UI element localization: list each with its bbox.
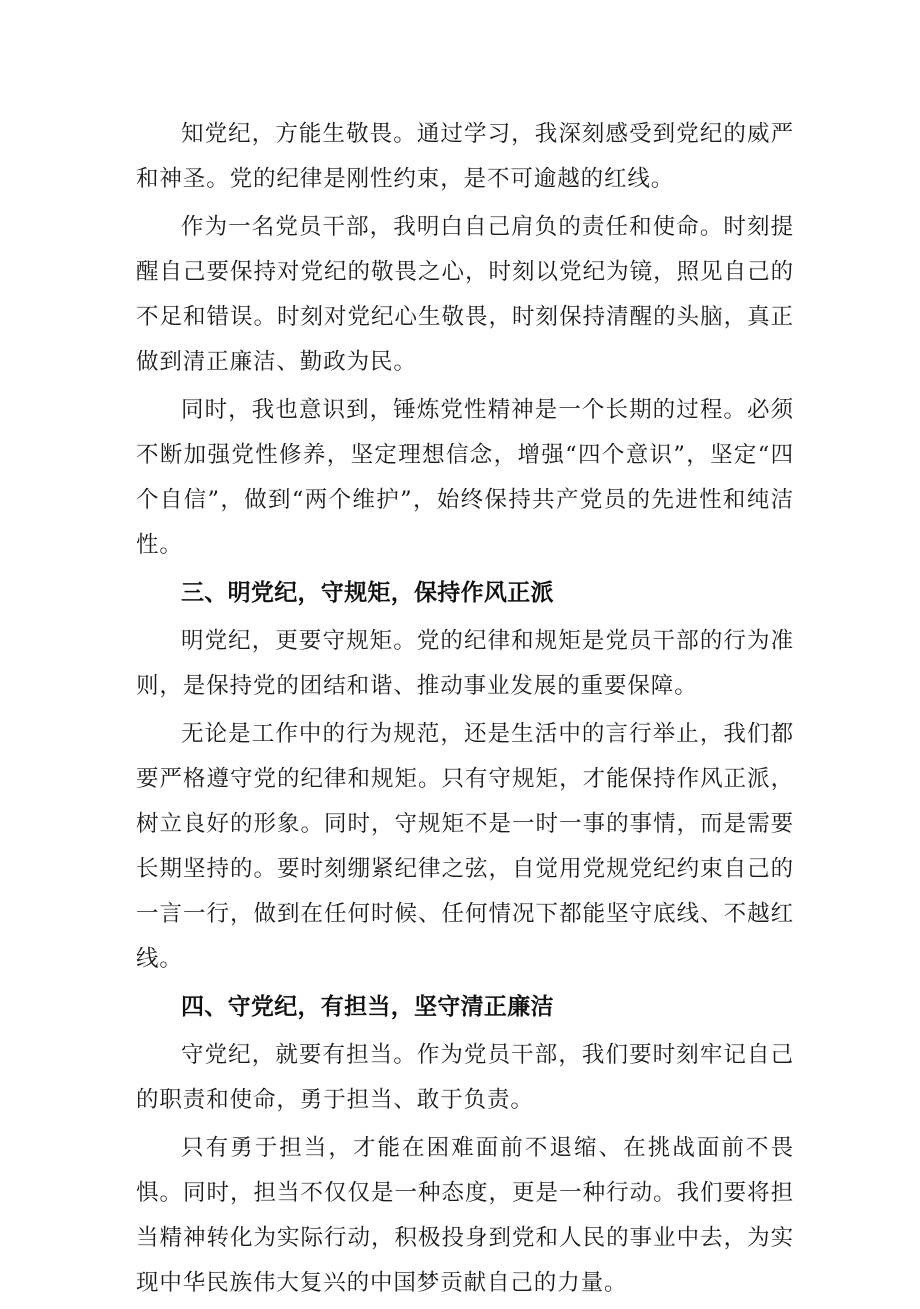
paragraph-6: 守党纪，就要有担当。作为党员干部，我们要时刻牢记自己的职责和使命，勇于担当、敢于负责。 xyxy=(136,1042,794,1113)
paragraph-5: 无论是工作中的行为规范，还是生活中的言行举止，我们都要严格遵守党的纪律和规矩。只有守规矩，才能保持作风正派，树立良好的形象。同时，守规矩不是一时一事的事情，而是需要长期坚持的。要时刻绷紧纪律之弦，自觉用党规党纪约束自己的一言一行，做到在任何时候、任何情况下都能坚守底线、不越红线。 xyxy=(136,721,794,972)
paragraph-7: 只有勇于担当，才能在困难面前不退缩、在挑战面前不畏惧。同时，担当不仅仅是一种态度，更是一种行动。我们要将担当精神转化为实际行动，积极投身到党和人民的事业中去，为实现中华民族伟大复兴的中国梦贡献自己的力量。 xyxy=(136,1135,794,1296)
paragraph-1: 知党纪，方能生敬畏。通过学习，我深刻感受到党纪的威严和神圣。党的纪律是刚性约束，是不可逾越的红线。 xyxy=(136,121,794,192)
paragraph-4: 明党纪，更要守规矩。党的纪律和规矩是党员干部的行为准则，是保持党的团结和谐、推动事业发展的重要保障。 xyxy=(136,628,794,699)
section-heading-3: 三、明党纪，守规矩，保持作风正派 xyxy=(181,580,554,606)
paragraph-3: 同时，我也意识到，锤炼党性精神是一个长期的过程。必须不断加强党性修养，坚定理想信念，增强“四个意识”，坚定“四个自信”，做到“两个维护”，始终保持共产党员的先进性和纯洁性。 xyxy=(136,397,794,558)
section-heading-4: 四、守党纪，有担当，坚守清正廉洁 xyxy=(181,994,554,1020)
document-page xyxy=(136,112,794,1309)
paragraph-2: 作为一名党员干部，我明白自己肩负的责任和使命。时刻提醒自己要保持对党纪的敬畏之心，时刻以党纪为镜，照见自己的不足和错误。时刻对党纪心生敬畏，时刻保持清醒的头脑，真正做到清正廉洁、勤政为民。 xyxy=(136,214,794,375)
